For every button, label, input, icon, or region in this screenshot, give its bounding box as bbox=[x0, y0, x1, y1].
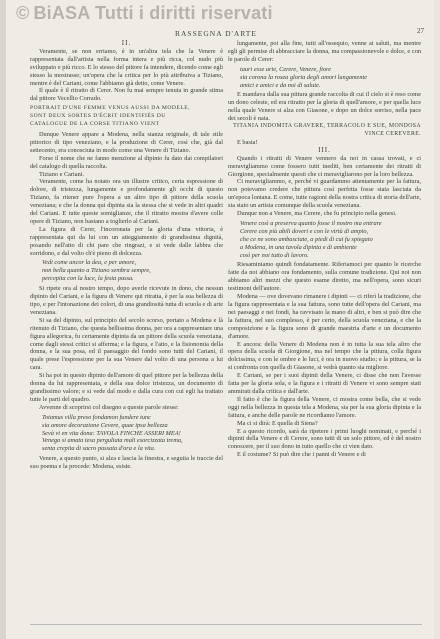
body-paragraph: Tiziano e Cariani. bbox=[39, 170, 85, 178]
verse-quote: tauri esse arte, Cerere, Venere, fiore sia corona la rosea gloria degli amori lungamente amici e amici e da noi di salute. bbox=[240, 65, 368, 89]
body-paragraph: E mandava dalla sua pittura grande raccolta di cui il cielo si è reso come un dono celeste, ed era ritratto per la gloria di quell'amore, e per quella luce nella quale Venere si alza con Giasone, e dopo un dolce sorriso, nella pace dei secoli è nata. bbox=[228, 91, 421, 123]
body-paragraph: Dunque non a Venere, ma Cerere, che fu principio nella genesi. bbox=[237, 210, 397, 218]
body-paragraph: Modena — ove dovevano rimanere i dipinti — ci riferì la tradizione, che la figura rappresentata e la sua fattura, sono tutte dell'opera del Cariani, ma nei paesaggi e nei fondi, ha ravvisato la mano di altri, e ben si può dire che la fattura, nel suo complesso, è per certo, della scuola veneziana, e che la composizione e la figura sono di grande maestria d'arte e un documento d'amore. bbox=[228, 293, 421, 340]
page-number: 27 bbox=[417, 27, 424, 35]
body-paragraph: Veramente, come ha notato ora un illustre critico, certa espressione di dolore, di tristezza, lungamente e profondamente gli occhi di questo Tiziano, fa ritener pure l'opera a un altro tipo di pittore della scuola veneziana; e che la donna qui dipinta sia la stessa che si vede in altri quadri del Cariani. E tutte queste somiglianze, che il ritratto mostra d'avere colle opere di Tiziano, non bastano a toglierlo al Cariani. bbox=[30, 178, 223, 225]
verse-quote: Totamus villa preso fondamon fundere tunc sia amore decorazione Cevere, quae ipsa bellezza Sevà vi en vita dona: TAVOLA FINCHE ASSERI MEA! Venega si amata tesa perguliata mali esorcizzata trema, senta crepita di sacro passata d'ora e la vita. bbox=[42, 413, 183, 453]
body-paragraph: Si sa del dipinto, sul principio del secolo scorso, portato a Modena e là ritenuto di Tiziano, che questa bellissima donna, per ora a rappresentare una figura allegorica, fu certamente dipinta da un pittore della scuola veneziana, come dagli stessi critici si afferma; e la figura, e l'atto, e la fisionomia della donna, e la sua posa, ed il paesaggio del fondo sono tutti del Cariani, il quale prese l'espressione per la sua Venere dal volto di una persona a lui cara. bbox=[30, 316, 223, 372]
right-text-column bbox=[228, 40, 421, 620]
running-head: RASSEGNA D'ARTE bbox=[175, 29, 257, 38]
signature-line: TITANIA INDOMITA GRAVERE, TERRACOLO E SUE, MONDOSA VINCE CEREVERE. bbox=[233, 123, 421, 137]
caps-inscription: PORTRAIT D'UNE FEMME VENUS AUSSI DA MODELE, SONT DEUX SORTES D'ÉCRIT IDENTIFIÉS DU CATALOGUE DE LA CORSE TITIANO VIENT bbox=[30, 105, 191, 128]
left-text-column bbox=[30, 40, 223, 620]
verse-quote: Vedi come ancor la dea, e per amore, non bella quanto a Tiziano sembra sempre, percepita con la luce, la festa passa. bbox=[42, 259, 151, 283]
body-paragraph: Venere, a questo punto, si alza e lascia la finestra, e seguita le traccie del suo poema e la procede: Modena, esiste. bbox=[30, 455, 223, 471]
body-paragraph: E ancora: della Venere di Modena non è in tutta la sua tela altro che opera della scuola di Giorgione, ma nel tempo che la pittura, colla figura dolcissima, e con le ombre e le luci, è ora in nuovo studio; e la pittura, se la si confronta con quella di Giasone, si vedrà quanto sia migliore. bbox=[228, 340, 421, 372]
body-paragraph: E Cariani, se per i suoi dipinti della Venere, ci disse che non l'avesse fatta per la gloria sola, e la figura e i ritratti di Venere vi sono sempre stati ammirati dalla critica e dall'arte. bbox=[228, 372, 421, 395]
body-paragraph: Il quale è il ritratto di Cerer. Non fu mai sempre tenuta in grande stima dal pittore Vecellio Corrado. bbox=[30, 87, 223, 103]
body-paragraph: E basta! bbox=[237, 138, 258, 146]
body-paragraph: Avvenne di scoprirsi col disegno a queste parole stesse: bbox=[39, 403, 179, 411]
body-paragraph: Si ripete ora al nostro tempo, dopo averle ricevute in dono, che nessun dipinto del Cariani, e la figura di Venere qui ritratta, è per la sua bellezza di tipo, e per l'intonazione dei colori, di una grandiosità tutta di scuola e di arte veneziana. bbox=[30, 285, 223, 316]
bottom-rule bbox=[30, 624, 422, 625]
body-paragraph: Veramente, se non erriamo, è in un'altra tela che la Venere è rappresentata dall'artista nella forma intera e più ricca, col nudo più sviluppato e più ricco. E lo stesso del pittore fa intendere, dicendo come egli stesso la mostrasse; un'opera che la critica per lo più attribuiva a Tiziano, mentre è del Cariani, come l'abbiamo già detto, come Venere. bbox=[30, 47, 223, 87]
body-paragraph: Il fatto è che la figura della Venere, ci mostra come bella, che si vede oggi nella bellezza in questa tela a Modena, sia per la sua gloria dipinta e la fattura, e anche delle parole ne ricordiamo l'amore. bbox=[228, 395, 421, 419]
verse-quote: Venere così a preserva quanto fosse il nostro ma entrare Cerere con più abili doveri e con le virtù di ampio, che ce ne sono ambasciate, a piedi di cui fu spiegato a Modena, in una tavola dipinta e di ambiente così per noi tutto di lavoro. bbox=[240, 219, 382, 259]
body-paragraph: E il costume? Si può dire che i panni di Venere e di bbox=[237, 451, 366, 459]
body-paragraph: Riesaminiamo quindi fondatamente. Riferiamoci per quanto le ricerche fatte da noi abbiano ora fondamento, sulla comune tradizione. Qui noi non abbiamo altri mezzi che questo esame diretto, ma nell'opera, sono sicuri testimoni dell'autore. bbox=[228, 261, 421, 293]
copyright-symbol: © bbox=[16, 2, 30, 23]
body-paragraph: Forse il nome che ne fanno menzione al dipinto fu dato dai compilatori del catalogo di quella raccolta. bbox=[30, 154, 223, 170]
body-paragraph: Ma ci si dirà: E quella di Siena? bbox=[237, 419, 318, 427]
scanned-page bbox=[6, 0, 434, 639]
body-paragraph: La figura di Cerer, l'incoronata per la gloria d'una vittoria, è rappresentata qui da lui con un atteggiamento di grandissima dignità, posando nell'atto di chi pare che ringrazi, e si vede dalle labbra che sorridono, e dal volto ch'è pieno di dolcezza. bbox=[30, 225, 223, 257]
body-paragraph: Quando i ritratti di Venere vennero da noi in cassa trovati, e ci meravigliammo come fossero tutti inediti, ben certamente dei ritratti di Giorgione, specialmente questi che ci meravigliarono per la loro bellezza. bbox=[228, 154, 421, 178]
section-heading: II. bbox=[121, 40, 132, 47]
body-paragraph: lungamente, poi alla fine, tutti all'ossequio, venne ai saluti, ma mentre egli gli permise di abbracciare la donna, ma compassionevole e dolce, e con le parole di Cerer: bbox=[228, 40, 421, 63]
body-paragraph: Si ha poi in questo dipinto dell'amore di quel pittore per la bellezza della donna da lui rappresentata, e della sua dolce tristezza, un documento di grandissimo valore; e si vede dal modo e dalla cura con cui egli ha trattato tutte le parti del quadro. bbox=[30, 372, 223, 403]
body-paragraph: E a questo ricordo, sarà da ripetere i primi luoghi nominati, e perché i dipinti della Venere e di Cerere, sono tutti di un solo pittore, ed è del nostro conoscere, per il suo dono in tutto quello che ci vien dato. bbox=[228, 427, 421, 451]
watermark-text: BiASA Tutti i diritti riservati bbox=[33, 2, 273, 23]
copyright-watermark bbox=[16, 2, 316, 24]
body-paragraph: Ci meravigliammo, e, perché vi guardammo attentamente per la fattura, non potevamo credere che pittura così perfetta fosse stata lasciata da un'epoca lontana. E come, tutte ragioni della nostra critica di storia dell'arte, sia stato un artista comunque della scuola veneziana. bbox=[228, 178, 421, 210]
body-paragraph: Dunque Venere appare a Modena, nella stanza originale, di tale stile pittorico di tipo veneziano, e la produzione di Cerer, così che, già dal settecento, era conosciuta in modo come una Venere di Tiziano. bbox=[30, 130, 223, 154]
section-heading: III. bbox=[318, 145, 331, 154]
